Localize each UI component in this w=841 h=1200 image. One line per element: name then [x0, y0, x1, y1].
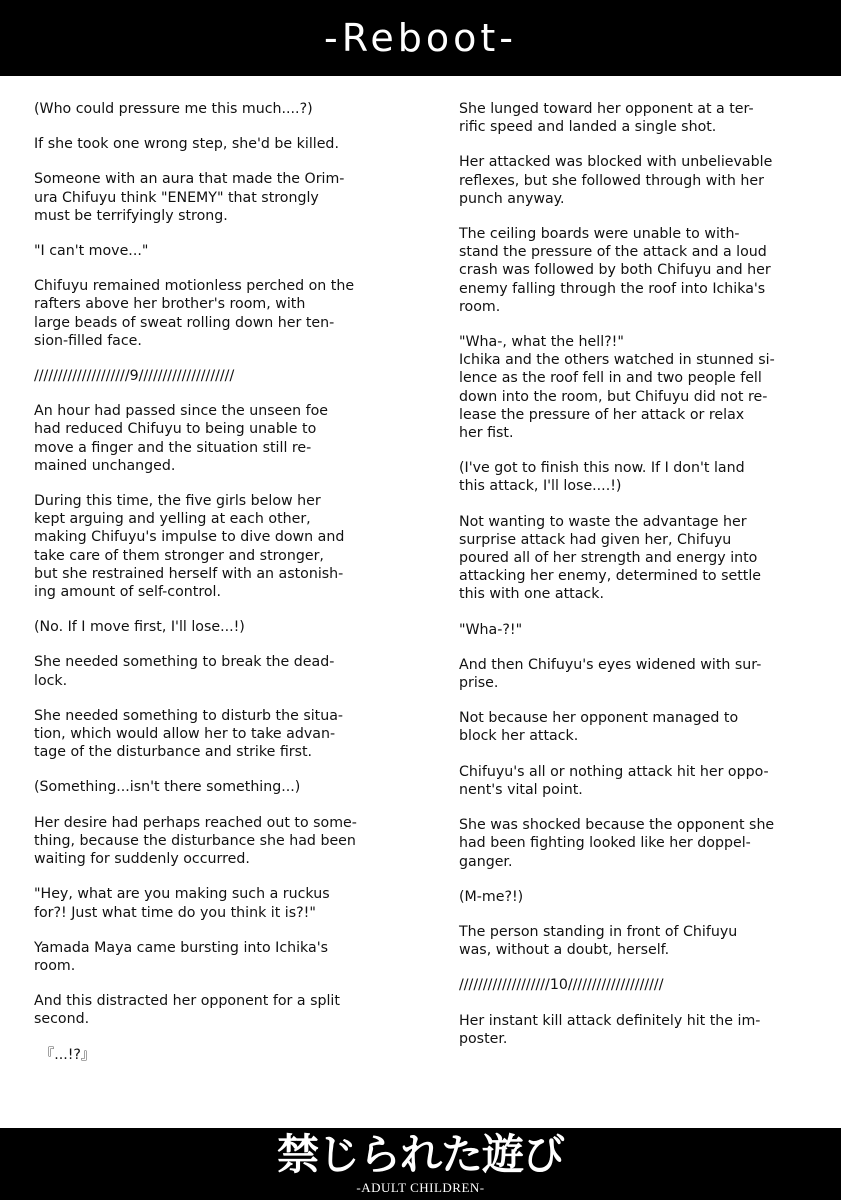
paragraph: Her desire had perhaps reached out to some- thing, because the disturbance she had been waiting for suddenly occurred. [34, 814, 357, 868]
paragraph: "Wha-, what the hell?!" [459, 334, 624, 351]
paragraph: The ceiling boards were unable to with- stand the pressure of the attack and a loud crash was followed by both Chifuyu and her enemy falling through the roof into Ichika's room. [459, 226, 771, 315]
paragraph: Chifuyu's all or nothing attack hit her oppo- nent's vital point. [459, 763, 769, 798]
paragraph: Yamada Maya came bursting into Ichika's room. [34, 939, 329, 974]
paragraph: 『...!?』 [40, 1046, 96, 1063]
paragraph: The person standing in front of Chifuyu was, without a doubt, herself. [459, 923, 738, 959]
paragraph: And then Chifuyu's eyes widened with sur- prise. [459, 656, 762, 692]
paragraph: She needed something to disturb the situa- tion, which would allow her to take advan- tage of the disturbance and strike first. [34, 707, 344, 761]
paragraph: Ichika and the others watched in stunned si- lence as the roof fell in and two people fell down into the room, but Chifuyu did not re- lease the pressure of her attack or relax her fist. [459, 352, 775, 442]
paragraph: During this time, the five girls below her kept arguing and yelling at each other, making Chifuyu's impulse to dive down and take care of them stronger and stronger, but she restrained herself with an astonish- ing amount of self-control. [34, 493, 345, 601]
paragraph: She was shocked because the opponent she had been fighting looked like her doppel- ganger. [459, 817, 775, 870]
paragraph: She lunged toward her opponent at a ter- rific speed and landed a single shot. [459, 101, 754, 136]
footer-title: 禁じられた遊び [276, 1130, 564, 1179]
paragraph: (I've got to finish this now. If I don't land this attack, I'll lose....!) [459, 460, 745, 495]
footer-bar [0, 1128, 841, 1200]
page-title: -Reboot- [323, 16, 518, 60]
paragraph: Someone with an aura that made the Orim- ura Chifuyu think "ENEMY" that strongly must be terrifyingly strong. [34, 171, 345, 224]
paragraph: (M-me?!) [459, 888, 524, 905]
paragraph: Her attacked was blocked with unbelievable reflexes, but she followed through with her punch anyway. [459, 154, 773, 207]
paragraph: An hour had passed since the unseen foe had reduced Chifuyu to being unable to move a finger and the situation still re- mained unchanged. [34, 403, 329, 474]
paragraph: (Something...isn't there something...) [34, 779, 301, 796]
footer-subtitle: -ADULT CHILDREN- [356, 1180, 485, 1195]
paragraph: Chifuyu remained motionless perched on the rafters above her brother's room, with large beads of sweat rolling down her ten- sion-filled face. [34, 278, 355, 349]
section-divider: ///////////////////10//////////////////// [459, 977, 664, 994]
paragraph: (No. If I move first, I'll lose...!) [34, 619, 245, 636]
paragraph: Not because her opponent managed to block her attack. [459, 710, 739, 745]
paragraph: "Hey, what are you making such a ruckus for?! Just what time do you think it is?!" [34, 886, 330, 921]
section-divider: ////////////////////9//////////////////// [34, 368, 235, 385]
paragraph: If she took one wrong step, she'd be killed. [34, 136, 339, 153]
paragraph: "I can't move..." [34, 243, 149, 260]
paragraph: And this distracted her opponent for a split second. [34, 993, 340, 1028]
paragraph: (Who could pressure me this much....?) [34, 101, 313, 117]
right-column [459, 100, 809, 1065]
paragraph: She needed something to break the dead- lock. [34, 654, 335, 689]
left-column [34, 100, 396, 1081]
header-bar [0, 0, 841, 76]
paragraph: "Wha-?!" [459, 621, 523, 638]
paragraph: Her instant kill attack definitely hit the im- poster. [459, 1012, 761, 1047]
paragraph: Not wanting to waste the advantage her surprise attack had given her, Chifuyu poured all of her strength and energy into attacking her enemy, determined to settle this with one attack. [459, 513, 762, 603]
